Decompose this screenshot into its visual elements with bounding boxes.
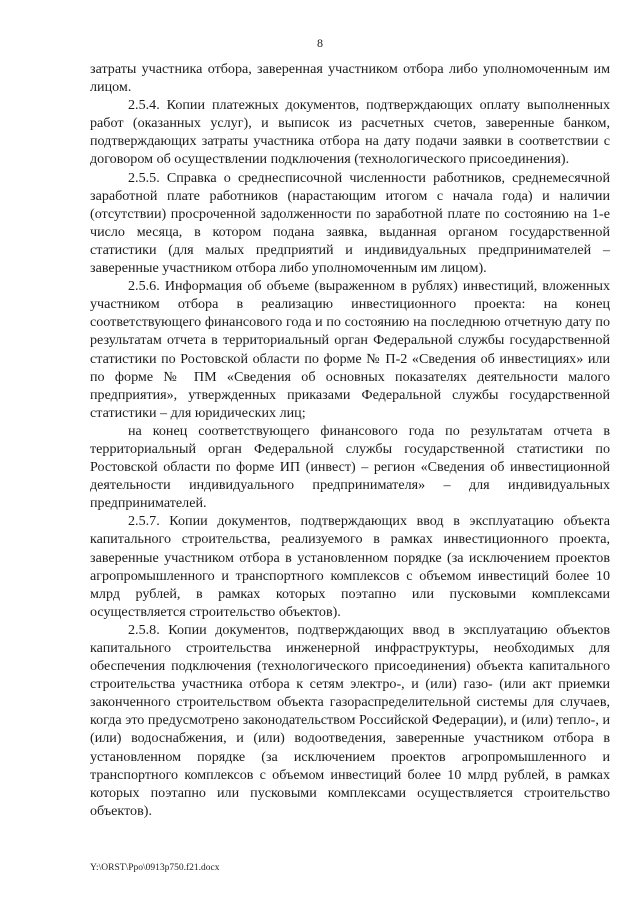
paragraph-2-5-8: 2.5.8. Копии документов, подтверждающих ввод в эксплуатацию объектов капитального строительства инженерной инфраструктуры, необходимых для обеспечения подключения (технологического присоединения) объекта капитального строительства участника отбора к сетям электро-, и (или) газо- (или акт приемки законченного строительством объекта газораспределительной системы для случаев, когда это предусмотрено законодательством Российской Федерации), и (или) тепло-, и (или) водоснабжения, и (или) водоотведения, заверенные участником отбора в установленном порядке (за исключением проектов агропромышленного и транспортного комплексов с объемом инвестиций более 10 млрд рублей, в рамках которых поэтапно или пусковыми комплексами осуществляется строительство объектов). bbox=[90, 621, 610, 819]
document-body bbox=[90, 60, 610, 820]
paragraph-2-5-7: 2.5.7. Копии документов, подтверждающих ввод в эксплуатацию объекта капитального строительства, реализуемого в рамках инвестиционного проекта, заверенные участником отбора в установленном порядке (за исключением проектов агропромышленного и транспортного комплексов с объемом инвестиций более 10 млрд рублей, в рамках которых поэтапно или пусковыми комплексами осуществляется строительство объектов). bbox=[90, 513, 610, 620]
footer-file-path: Y:\ORST\Ppo\0913p750.f21.docx bbox=[90, 863, 220, 873]
paragraph-continuation: затраты участника отбора, заверенная участником отбора либо уполномоченным им лицом. bbox=[90, 61, 610, 96]
paragraph-2-5-5: 2.5.5. Справка о среднесписочной численности работников, среднемесячной заработной плате работников (нарастающим итогом с начала года) и наличии (отсутствии) просроченной задолженности по заработной плате по состоянию на 1-е число месяца, в котором подана заявка, выданная органом государственной статистики (для малых предприятий и индивидуальных предпринимателей – заверенные участником отбора либо уполномоченным им лицом). bbox=[90, 169, 610, 277]
paragraph-2-5-6-individuals: на конец соответствующего финансового года по результатам отчета в территориальный орган Федеральной службы государственной статистики по Ростовской области по форме ИП (инвест) – регион «Сведения об инвестиционной деятельности индивидуального предпринимателя» – для индивидуальных предпринимателей. bbox=[90, 422, 610, 512]
paragraph-2-5-6: 2.5.6. Информация об объеме (выраженном в рублях) инвестиций, вложенных участником отбора в реализацию инвестиционного проекта: на конец соответствующего финансового года и по состоянию на последнюю отчетную дату по результатам отчета в территориальный орган Федеральной службы государственной статистики по Ростовской области по форме № П-2 «Сведения об инвестициях» или по форме № ПМ «Сведения об основных показателях деятельности малого предприятия», утвержденных приказами Федеральной службы государственной статистики – для юридических лиц; bbox=[90, 278, 610, 421]
page-number: 8 bbox=[317, 36, 323, 50]
paragraph-2-5-4: 2.5.4. Копии платежных документов, подтверждающих оплату выполненных работ (оказанных услуг), и выписок из расчетных счетов, заверенные банком, подтверждающих затраты участника отбора на дату подачи заявки в соответствии с договором об осуществлении подключения (технологического присоединения). bbox=[90, 97, 610, 168]
